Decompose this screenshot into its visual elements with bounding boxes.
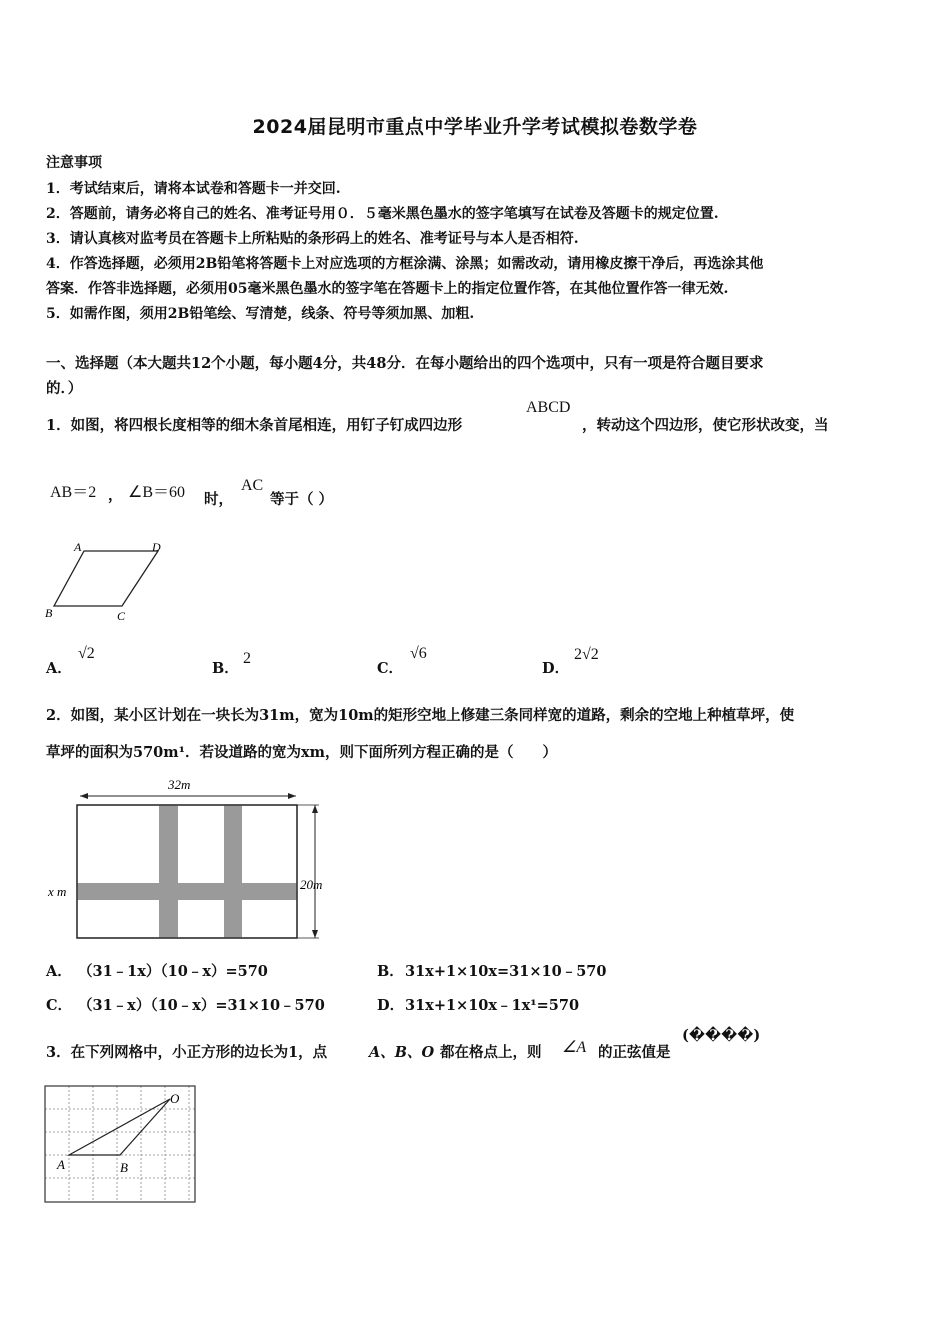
note-item: 2．答题前，请务必将自己的姓名、准考证号用０．５毫米黑色墨水的签字笔填写在试卷及答题卡的规定位置. [46, 206, 719, 222]
q3-grid-figure [40, 1080, 205, 1208]
q2-road-figure [44, 772, 344, 944]
q2-option-d-label: D． [377, 997, 405, 1014]
q2-option-d-value: 31x+1×10x﹣1x¹=570 [405, 997, 580, 1014]
q1-math-ac: AC [241, 477, 264, 494]
vertical-road-2 [224, 805, 242, 938]
rhombus-shape [54, 551, 158, 606]
label-road-width: x m [48, 884, 67, 899]
q1-option-c-label: C． [377, 660, 404, 677]
section-heading: 一、选择题（本大题共12个小题，每小题4分，共48分．在每小题给出的四个选项中，只有一项是符合题目要求 [46, 355, 764, 372]
q1-rhombus-figure [40, 536, 170, 626]
arrow-head-left [80, 793, 88, 799]
note-item: 3．请认真核对监考员在答题卡上所粘贴的条形码上的姓名、准考证号与本人是否相符. [46, 231, 579, 247]
note-item: 1．考试结束后，请将本试卷和答题卡一并交回. [46, 181, 341, 197]
arrow-head-right [288, 793, 296, 799]
q3-text-a: 3．在下列网格中，小正方形的边长为1，点 [46, 1044, 328, 1061]
q3-garbled-text: (����) [682, 1027, 761, 1044]
q1-comma: ， [108, 487, 123, 504]
note-item: 4．作答选择题，必须用2B铅笔将答题卡上对应选项的方框涂满、涂黑；如需改动，请用橡皮擦干净后，再选涂其他 [46, 256, 764, 272]
q1-math-angle: ∠B＝60 [128, 484, 186, 501]
label-b: B [120, 1160, 128, 1175]
lot-rectangle [77, 805, 297, 938]
q1-option-c-value: √6 [410, 645, 427, 662]
q1-math-abcd: ABCD [526, 399, 571, 416]
q3-math-angle: ∠A [562, 1039, 587, 1056]
q1-option-a-value: √2 [78, 645, 95, 662]
q2-option-b-label: B． [377, 963, 404, 980]
label-c: C [117, 609, 126, 623]
q1-option-d-label: D． [542, 660, 570, 677]
page-title: 2024届昆明市重点中学毕业升学考试模拟卷数学卷 [252, 116, 698, 138]
q1-text-a: 1．如图，将四根长度相等的细木条首尾相连，用钉子钉成四边形 [46, 417, 463, 434]
arrow-head-bottom [312, 930, 318, 938]
q1-option-b-label: B． [212, 660, 239, 677]
note-item: 答案．作答非选择题，必须用05毫米黑色墨水的签字笔在答题卡上的指定位置作答，在其他位置作答一律无效. [46, 281, 729, 297]
q3-points: A、B、O [369, 1044, 435, 1061]
q3-text-c: 的正弦值是 [598, 1044, 671, 1061]
label-a: A [74, 540, 82, 554]
q2-option-c-label: C． [46, 997, 73, 1014]
triangle-aob [69, 1099, 170, 1155]
q2-text-line2: 草坪的面积为570m¹．若设道路的宽为xm，则下面所列方程正确的是（ ） [46, 744, 557, 761]
q1-text-b: ，转动这个四边形，使它形状改变，当 [582, 417, 829, 434]
q1-option-a-label: A． [46, 660, 72, 677]
q2-option-a-label: A． [46, 963, 72, 980]
q1-text-d: 等于（ ） [270, 491, 334, 508]
horizontal-road [77, 883, 297, 900]
label-b: B [45, 606, 53, 620]
label-o: O [170, 1091, 180, 1106]
notes-heading: 注意事项 [46, 155, 102, 171]
arrow-head-top [312, 805, 318, 813]
q2-option-c-value: （31﹣x）（10﹣x）=31×10﹣570 [78, 997, 325, 1014]
label-length: 32m [168, 777, 191, 792]
q3-text-b: 都在格点上，则 [440, 1044, 542, 1061]
q2-text-line1: 2．如图，某小区计划在一块长为31m，宽为10m的矩形空地上修建三条同样宽的道路，剩余的空地上种植草坪，使 [46, 707, 795, 724]
q2-option-a-value: （31﹣1x）（10﹣x）=570 [78, 963, 268, 980]
label-a: A [57, 1157, 65, 1172]
section-heading-cont: 的．） [46, 380, 83, 397]
q1-option-d-value: 2√2 [574, 646, 599, 663]
q1-option-b-value: 2 [243, 650, 251, 667]
note-item: 5．如需作图，须用2B铅笔绘、写清楚，线条、符号等须加黑、加粗. [46, 306, 475, 322]
q1-math-ab: AB＝2 [50, 484, 97, 501]
q1-text-c: 时， [204, 491, 233, 508]
vertical-road-1 [159, 805, 178, 938]
label-width: 20m [300, 877, 323, 892]
q2-option-b-value: 31x+1×10x=31×10﹣570 [405, 963, 607, 980]
label-d: D [152, 540, 161, 554]
